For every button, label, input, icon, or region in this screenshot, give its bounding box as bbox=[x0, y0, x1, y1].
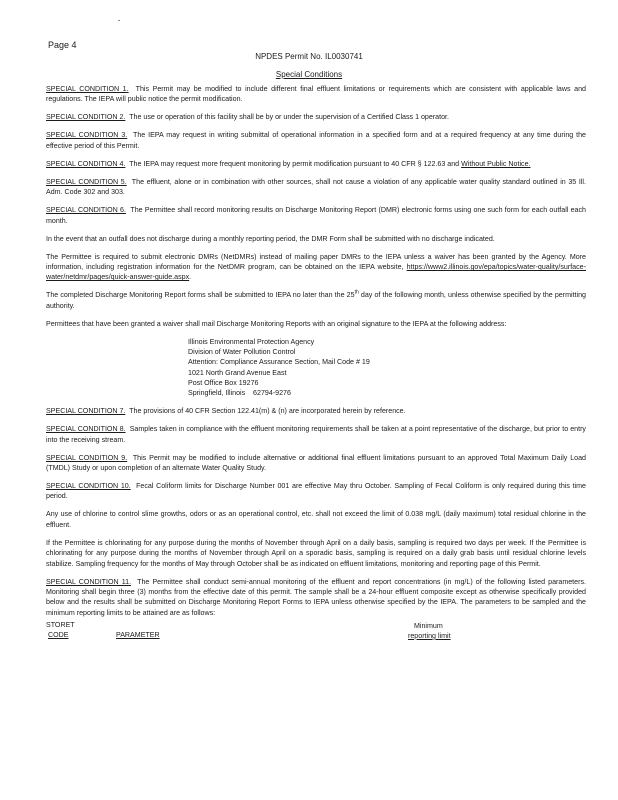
deadline-text-b: day of the following month, unless otherwise specified by the permitting authority. bbox=[46, 291, 586, 310]
condition-label: SPECIAL CONDITION 2. bbox=[46, 113, 126, 122]
netdmr-text: The Permittee is required to submit electronic DMRs (NetDMRs) instead of mailing paper DMRs to the IEPA unless a waiver has been granted by the Agency. More information, including registration information for the NetDMR program, can be obtained on the IEPA website, bbox=[46, 252, 586, 272]
without-public-notice: Without Public Notice. bbox=[461, 159, 531, 168]
address-line: Springfield, Illinois 62794-9276 bbox=[188, 389, 291, 398]
code-heading: CODE bbox=[48, 630, 69, 639]
special-condition-4 bbox=[46, 159, 586, 169]
parameter-table-header bbox=[46, 620, 586, 642]
special-condition-5 bbox=[46, 177, 586, 198]
chlorine-paragraph: Any use of chlorine to control slime growths, odors or as an operational control, etc. shall not exceed the limit of 0.038 mg/L (daily maximum) total residual chlorine in the effluent. bbox=[46, 510, 586, 529]
section-title: Special Conditions bbox=[275, 70, 343, 79]
condition-text: The Permittee shall conduct semi-annual monitoring of the effluent and report concentrations (in mg/L) of the following listed parameters. Monitoring shall begin three (3) months from the effective date of this permit. The sample shall be a 24-hour effluent composite except as otherwise specifically provided below and the results shall be submitted on Discharge Monitoring Report Forms to IEPA unless otherwise specified by the IEPA. The parameters to be sampled and the minimum reporting limits to be attained are as follows: bbox=[46, 577, 586, 617]
condition-label: SPECIAL CONDITION 6. bbox=[46, 206, 126, 215]
deadline-text-a: The completed Discharge Monitoring Report forms shall be submitted to IEPA no later than the 25 bbox=[46, 291, 355, 300]
condition-text: Samples taken in compliance with the effluent monitoring requirements shall be taken at a point representative of the discharge, but prior to entry into the receiving stream. bbox=[46, 425, 586, 444]
page-number: Page 4 bbox=[48, 40, 77, 50]
document-body bbox=[46, 84, 586, 642]
condition-label: SPECIAL CONDITION 5. bbox=[46, 177, 127, 186]
reporting-limit-heading: reporting limit bbox=[408, 631, 451, 640]
netdmr-paragraph: The Permittee is required to submit electronic DMRs (NetDMRs) instead of mailing paper DMRs to the IEPA unless a waiver has been granted by the Agency. More information, including registration information for the NetDMR program, can be obtained on the IEPA website, https://www2.illinois.gov/epa/topics/water-quality/surface-water/netdmr/pages/quick-answer-guide.aspx. bbox=[46, 252, 586, 282]
special-condition-10 bbox=[46, 481, 586, 502]
condition-label: SPECIAL CONDITION 7. bbox=[46, 407, 126, 416]
permit-number: NPDES Permit No. IL0030741 bbox=[255, 52, 363, 61]
special-condition-3 bbox=[46, 130, 586, 151]
condition-label: SPECIAL CONDITION 10. bbox=[46, 482, 131, 491]
deadline-paragraph bbox=[46, 290, 586, 311]
condition-text: This Permit may be modified to include different final effluent limitations or requirements which are consistent with applicable laws and regulations. The IEPA will public notice the permit modification. bbox=[46, 85, 586, 104]
special-condition-7 bbox=[46, 406, 586, 416]
address-line: Post Office Box 19276 bbox=[188, 379, 259, 388]
condition-text: The effluent, alone or in combination with other sources, shall not cause a violation of any applicable water quality standard outlined in 35 Ill. Adm. Code 302 and 303. bbox=[46, 177, 586, 197]
condition-text: This Permit may be modified to include alternative or additional final effluent limitations pursuant to an approved Total Maximum Daily Load (TMDL) Study or upon completion of an alternate Water Quality Study. bbox=[46, 453, 586, 473]
scan-mark bbox=[118, 20, 120, 21]
condition-label: SPECIAL CONDITION 3. bbox=[46, 131, 128, 140]
mailing-address bbox=[188, 337, 586, 399]
no-discharge-paragraph: In the event that an outfall does not discharge during a monthly reporting period, the DMR Form shall be submitted with no discharge indicated. bbox=[46, 234, 495, 243]
special-condition-2 bbox=[46, 112, 586, 122]
storet-heading: STORET bbox=[46, 620, 75, 629]
address-line: Attention: Compliance Assurance Section, Mail Code # 19 bbox=[188, 358, 370, 367]
chlorinating-paragraph: If the Permittee is chlorinating for any purpose during the months of November through April on a daily basis, sampling is required two days per week. If the Permittee is chlorinating for any purpose during the months of November through April on a sporadic basis, sampling is required on a daily grab basis until residual chlorine levels stabilize. Sampling frequency for the months of May through October shall be as indicated on effluent limitations, monitoring and reporting page of this Permit. bbox=[46, 538, 586, 568]
address-line: 1021 North Grand Avenue East bbox=[188, 368, 287, 377]
special-condition-8 bbox=[46, 424, 586, 445]
netdmr-link[interactable]: https://www2.illinois.gov/epa/topics/water-quality/surface-water/netdmr/pages/quick-answer-guide.aspx bbox=[46, 263, 586, 282]
condition-label: SPECIAL CONDITION 9. bbox=[46, 453, 128, 462]
special-condition-11 bbox=[46, 577, 586, 619]
condition-label: SPECIAL CONDITION 11. bbox=[46, 577, 132, 586]
condition-text: The IEPA may request more frequent monitoring by permit modification pursuant to 40 CFR § 122.63 and bbox=[129, 159, 460, 168]
minimum-heading: Minimum bbox=[414, 621, 443, 630]
special-condition-1 bbox=[46, 84, 586, 105]
address-line: Illinois Environmental Protection Agency bbox=[188, 337, 315, 346]
condition-text: The Permittee shall record monitoring results on Discharge Monitoring Report (DMR) electronic forms using one such form for each outfall each month. bbox=[46, 206, 586, 225]
condition-text: The use or operation of this facility shall be by or under the supervision of a Certified Class 1 operator. bbox=[129, 113, 449, 122]
condition-label: SPECIAL CONDITION 8. bbox=[46, 425, 126, 434]
ordinal-suffix: th bbox=[354, 290, 359, 297]
special-condition-9 bbox=[46, 453, 586, 474]
condition-label: SPECIAL CONDITION 4. bbox=[46, 159, 126, 168]
parameter-heading: PARAMETER bbox=[116, 630, 160, 639]
condition-text: The provisions of 40 CFR Section 122.41(m) & (n) are incorporated herein by reference. bbox=[129, 407, 406, 416]
address-line: Division of Water Pollution Control bbox=[188, 348, 296, 357]
condition-text: Fecal Coliform limits for Discharge Number 001 are effective May thru October. Sampling of Fecal Coliform is only required during this time period. bbox=[46, 482, 586, 501]
special-condition-6 bbox=[46, 205, 586, 226]
condition-label: SPECIAL CONDITION 1. bbox=[46, 85, 129, 93]
condition-text: The IEPA may request in writing submittal of operational information in a specified form and at a required frequency at any time during the effective period of this Permit. bbox=[46, 131, 586, 150]
waiver-paragraph: Permittees that have been granted a waiver shall mail Discharge Monitoring Reports with an original signature to the IEPA at the following address: bbox=[46, 319, 507, 328]
